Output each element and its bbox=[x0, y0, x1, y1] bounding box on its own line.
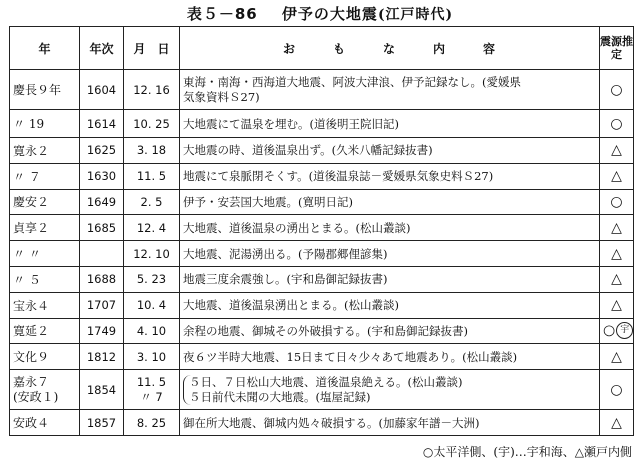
cell-date: 12. 10 bbox=[124, 241, 180, 267]
description-bracket bbox=[183, 375, 462, 405]
cell-year: 1625 bbox=[80, 138, 124, 164]
table-period: (江戸時代) bbox=[377, 7, 454, 23]
date-line-1: 11. 5 bbox=[136, 374, 167, 389]
cell-description: 御在所大地震、御城内処々破損する。(加藤家年譜－大洲) bbox=[180, 410, 600, 436]
cell-date: 3. 18 bbox=[124, 138, 180, 164]
cell-description: 伊予・安芸国大地震。(寛明日記) bbox=[180, 189, 600, 215]
cell-date: 12. 16 bbox=[124, 70, 180, 110]
cell-epicenter: △ bbox=[600, 241, 634, 267]
cell-era: 〃 ７ bbox=[10, 163, 80, 189]
cell-description: 地震にて泉脈閉そくす。(道後温泉誌－愛媛県気象史料Ｓ27) bbox=[180, 163, 600, 189]
table-row bbox=[10, 292, 634, 318]
cell-description: 大地震、泥湯湧出る。(予陽郡郷俚諺集) bbox=[180, 241, 600, 267]
header-epicenter: 震源推定 bbox=[600, 27, 634, 70]
table-row bbox=[10, 370, 634, 410]
cell-date: 2. 5 bbox=[124, 189, 180, 215]
cell-date: 10. 4 bbox=[124, 292, 180, 318]
cell-date: 10. 25 bbox=[124, 110, 180, 138]
cell-description: 大地震、道後温泉の湧出とまる。(松山叢談) bbox=[180, 215, 600, 241]
description-line-2: ５日前代未聞の大地震。(塩屋記録) bbox=[189, 389, 371, 404]
description-line-1: 東海・南海・西海道大地震、阿波大津浪、伊予記録なし。(愛媛県 bbox=[183, 74, 521, 89]
cell-year: 1688 bbox=[80, 266, 124, 292]
cell-date: 4. 10 bbox=[124, 318, 180, 344]
cell-epicenter: ○ bbox=[600, 370, 634, 410]
cell-year: 1854 bbox=[80, 370, 124, 410]
table-row bbox=[10, 163, 634, 189]
table-row bbox=[10, 70, 634, 110]
table-row bbox=[10, 344, 634, 370]
cell-epicenter: △ bbox=[600, 410, 634, 436]
cell-epicenter: △ bbox=[600, 138, 634, 164]
cell-date bbox=[124, 370, 180, 410]
table-row bbox=[10, 318, 634, 344]
era-line-2: (安政１) bbox=[13, 389, 59, 404]
cell-era: 文化９ bbox=[10, 344, 80, 370]
cell-date: 5. 23 bbox=[124, 266, 180, 292]
cell-epicenter bbox=[600, 318, 634, 344]
cell-era bbox=[10, 370, 80, 410]
cell-era: 安政４ bbox=[10, 410, 80, 436]
cell-era: 慶安２ bbox=[10, 189, 80, 215]
cell-epicenter: ○ bbox=[600, 110, 634, 138]
table-row bbox=[10, 241, 634, 267]
cell-description: 大地震にて温泉を埋む。(道後明王院旧記) bbox=[180, 110, 600, 138]
cell-era: 〃 19 bbox=[10, 110, 80, 138]
cell-year: 1812 bbox=[80, 344, 124, 370]
legend-note: ○太平洋側、(宇)…宇和海、△瀬戸内側 bbox=[422, 445, 632, 459]
date-line-2: 〃 7 bbox=[140, 389, 163, 404]
header-description: おもな内容 bbox=[180, 27, 600, 70]
cell-description bbox=[180, 370, 600, 410]
cell-year: 1749 bbox=[80, 318, 124, 344]
cell-era: 宝永４ bbox=[10, 292, 80, 318]
header-year: 年次 bbox=[80, 27, 124, 70]
table-name: 伊予の大地震 bbox=[281, 5, 378, 23]
cell-date: 12. 4 bbox=[124, 215, 180, 241]
header-date: 月 日 bbox=[124, 27, 180, 70]
cell-year: 1604 bbox=[80, 70, 124, 110]
table-number: 表５－86 bbox=[186, 5, 258, 23]
table-row bbox=[10, 138, 634, 164]
cell-year: 1707 bbox=[80, 292, 124, 318]
table-row bbox=[10, 410, 634, 436]
cell-year: 1685 bbox=[80, 215, 124, 241]
table-row bbox=[10, 215, 634, 241]
cell-epicenter: △ bbox=[600, 163, 634, 189]
uwa-sea-symbol: 宇 bbox=[616, 322, 633, 339]
cell-description: 地震三度余震強し。(宇和島御記録抜書) bbox=[180, 266, 600, 292]
cell-year: 1614 bbox=[80, 110, 124, 138]
table-title bbox=[0, 3, 640, 24]
cell-description bbox=[180, 70, 600, 110]
cell-year: 1649 bbox=[80, 189, 124, 215]
header-row bbox=[10, 27, 634, 70]
description-line-2: 気象資料Ｓ27) bbox=[183, 89, 260, 104]
table-row bbox=[10, 110, 634, 138]
table-row bbox=[10, 266, 634, 292]
description-line-1: ５日、７日松山大地震、道後温泉絶える。(松山叢談) bbox=[189, 374, 463, 389]
cell-era: 寛永２ bbox=[10, 138, 80, 164]
cell-description: 夜６ツ半時大地震、15日まて日々少々あて地震あり。(松山叢談) bbox=[180, 344, 600, 370]
cell-year bbox=[80, 241, 124, 267]
cell-description: 余程の地震、御城その外破損する。(宇和島御記録抜書) bbox=[180, 318, 600, 344]
cell-date: 8. 25 bbox=[124, 410, 180, 436]
cell-description: 大地震の時、道後温泉出ず。(久米八幡記録抜書) bbox=[180, 138, 600, 164]
cell-epicenter: ○ bbox=[600, 70, 634, 110]
pacific-symbol: ○ bbox=[603, 322, 616, 339]
cell-date: 3. 10 bbox=[124, 344, 180, 370]
cell-year: 1857 bbox=[80, 410, 124, 436]
cell-year: 1630 bbox=[80, 163, 124, 189]
cell-era: 寛延２ bbox=[10, 318, 80, 344]
cell-era: 〃 ５ bbox=[10, 266, 80, 292]
cell-era: 〃 〃 bbox=[10, 241, 80, 267]
cell-era: 慶長９年 bbox=[10, 70, 80, 110]
header-era: 年 bbox=[10, 27, 80, 70]
cell-epicenter: ○ bbox=[600, 189, 634, 215]
cell-epicenter: △ bbox=[600, 344, 634, 370]
cell-description: 大地震、道後温泉湧出とまる。(松山叢談) bbox=[180, 292, 600, 318]
cell-epicenter: △ bbox=[600, 215, 634, 241]
earthquake-table bbox=[9, 26, 634, 436]
era-line-1: 嘉永７ bbox=[13, 374, 50, 389]
cell-epicenter: △ bbox=[600, 266, 634, 292]
cell-era: 貞享２ bbox=[10, 215, 80, 241]
cell-date: 11. 5 bbox=[124, 163, 180, 189]
cell-epicenter: △ bbox=[600, 292, 634, 318]
table-row bbox=[10, 189, 634, 215]
